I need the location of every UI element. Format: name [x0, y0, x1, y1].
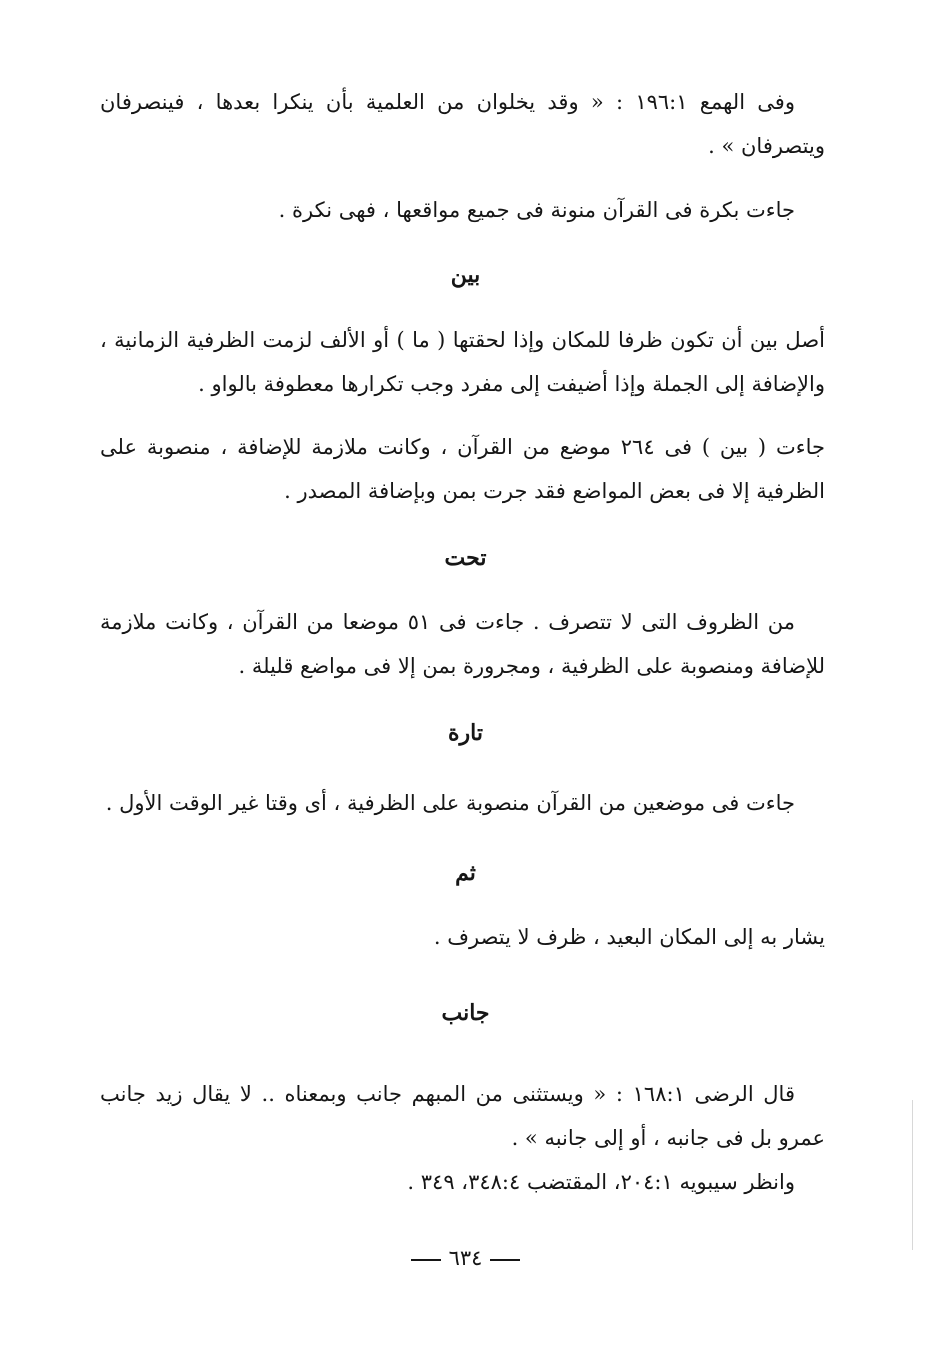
- paragraph-thamma: يشار به إلى المكان البعيد ، ظرف لا يتصرف .: [433, 925, 825, 949]
- paragraph-bayn-quran: جاءت ( بين ) فى ٢٦٤ موضع من القرآن ، وكانت ملازمة للإضافة ، منصوبة على الظرفية إلا فى بعض المواضع فقد جرت بمن وبإضافة المصدر .: [100, 435, 826, 503]
- heading-bayn: بين: [450, 262, 481, 288]
- heading-taht: تحت: [444, 545, 487, 571]
- paragraph-bayn-origin: أصل بين أن تكون ظرفا للمكان وإذا لحقتها ( ما ) أو الألف لزمت الظرفية الزمانية ، والإضافة إلى الجملة وإذا أضيفت إلى مفرد وجب تكرارها معطوفة بالواو .: [100, 328, 825, 396]
- page-number: ٦٣٤: [448, 1246, 483, 1270]
- heading-janib: جانب: [441, 1000, 490, 1026]
- heading-thamma: ثم: [455, 860, 476, 886]
- paragraph-hama-citation: وفى الهمع ١٩٦:١ : « وقد يخلوان من العلمية بأن ينكرا بعدها ، فينصرفان ويتصرفان » .: [100, 90, 825, 158]
- paragraph-janib-references: وانظر سيبويه ٢٠٤:١، المقتضب ٣٤٨:٤، ٣٤٩ .: [407, 1170, 795, 1194]
- footer-dash-left: [411, 1259, 441, 1261]
- scan-margin-line: [912, 1100, 913, 1250]
- paragraph-taht: من الظروف التى لا تتصرف . جاءت فى ٥١ موضعا من القرآن ، وكانت ملازمة للإضافة ومنصوبة على الظرفية ، ومجرورة بمن إلا فى مواضع قليلة .: [100, 610, 825, 678]
- paragraph-bukra-note: جاءت بكرة فى القرآن منونة فى جميع مواقعها ، فهى نكرة .: [278, 198, 795, 222]
- paragraph-tara: جاءت فى موضعين من القرآن منصوبة على الظرفية ، أى وقتا غير الوقت الأول .: [105, 791, 795, 815]
- page-footer: [0, 1243, 931, 1273]
- heading-tara: تارة: [448, 720, 483, 746]
- footer-dash-right: [490, 1259, 520, 1261]
- paragraph-janib-radi: قال الرضى ١٦٨:١ : « ويستثنى من المبهم جانب وبمعناه .. لا يقال زيد جانب عمرو بل فى جانبه ، أو إلى جانبه » .: [100, 1082, 825, 1150]
